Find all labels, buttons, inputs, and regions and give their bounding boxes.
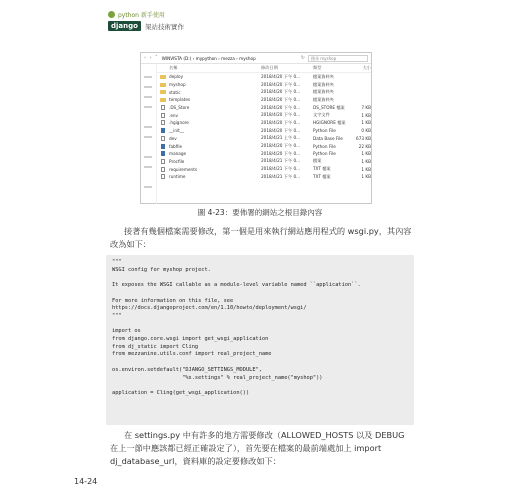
- file-name: dev: [169, 135, 177, 141]
- file-name: static: [169, 89, 181, 95]
- file-size: 673 KB: [356, 135, 371, 141]
- nav-pane-item[interactable]: [144, 106, 152, 108]
- nav-pane-item[interactable]: [144, 136, 152, 138]
- file-date: 2018/4/21 下午 0...: [261, 173, 301, 179]
- series-line: [108, 10, 184, 19]
- file-size: 0 KB: [361, 128, 371, 134]
- file-type: TXT 檔案: [313, 166, 331, 172]
- address-path[interactable]: WINVISTA (D:) › mypython › mezza › myshop: [161, 55, 256, 61]
- column-type[interactable]: 類型: [313, 65, 322, 70]
- nav-pane-item[interactable]: [144, 166, 152, 168]
- file-row[interactable]: [157, 158, 371, 166]
- file-row[interactable]: [157, 81, 371, 89]
- file-name: runtime: [169, 174, 186, 180]
- file-type: HGIGNORE 檔案: [313, 119, 346, 125]
- file-name: requirements: [169, 166, 198, 172]
- file-size: 1 KB: [361, 112, 371, 118]
- file-type: Python File: [313, 151, 336, 157]
- file-date: 2018/4/20 下午 0...: [261, 73, 301, 79]
- file-explorer-figure: [140, 52, 372, 204]
- file-name: __init__: [169, 128, 184, 134]
- nav-arrows-icon[interactable]: ‹ › ˄: [144, 55, 159, 61]
- nav-pane-item[interactable]: [144, 76, 152, 78]
- file-type: 檔案資料夾: [313, 81, 334, 87]
- file-type: 文字文件: [313, 112, 330, 118]
- file-icon: [161, 159, 165, 164]
- file-date: 2018/4/20 下午 0...: [261, 81, 301, 87]
- file-type: 檔案資料夾: [313, 89, 334, 95]
- file-name: fabfile: [169, 143, 183, 149]
- file-icon: [161, 174, 165, 179]
- file-date: 2018/4/21 下午 0...: [261, 158, 301, 164]
- series-text: python 新手使用: [118, 12, 165, 19]
- file-row[interactable]: [157, 142, 371, 150]
- file-row[interactable]: [157, 111, 371, 119]
- file-size: 22 KB: [358, 143, 371, 149]
- code-block: """ WSGI config for myshop project. It exposes the WSGI callable as a module-level variable named ``application``. For more information on this file, see https://docs.djangoproject.com/en/1.10/howto/deployment/wsgi/ """ import os from django.core.wsgi import get_wsgi_application from dj_static import Cling from mezzanine.utils.conf import real_project_name os.environ.setdefault("DJANGO_SETTINGS_MODULE", "%s.settings" % real_project_name("myshop")) application = Cling(get_wsgi_application()): [106, 255, 414, 425]
- file-row[interactable]: [157, 135, 371, 143]
- file-size: 1 KB: [361, 151, 371, 157]
- column-name[interactable]: 名稱: [169, 65, 178, 70]
- file-type: TXT 檔案: [313, 173, 331, 179]
- book-header: [108, 10, 184, 31]
- file-type: 檔案資料夾: [313, 96, 334, 102]
- file-row[interactable]: [157, 88, 371, 96]
- address-bar: [141, 53, 371, 64]
- file-name: myshop: [169, 82, 186, 88]
- file-type: Python File: [313, 128, 336, 134]
- file-name: .hgignore: [169, 120, 189, 126]
- file-icon: [161, 113, 165, 118]
- file-date: 2018/4/20 下午 0...: [261, 112, 301, 118]
- file-size: 1 KB: [361, 174, 371, 180]
- file-name: manage: [169, 151, 187, 157]
- python-file-icon: [161, 144, 165, 149]
- file-size: 1 KB: [361, 158, 371, 164]
- navigation-pane: [141, 64, 157, 204]
- folder-icon: [160, 98, 166, 102]
- nav-pane-item[interactable]: [144, 86, 152, 88]
- file-name: templates: [169, 97, 191, 103]
- python-logo-icon: [108, 11, 115, 18]
- file-type: 檔案資料夾: [313, 73, 334, 79]
- file-date: 2018/4/20 下午 0...: [261, 89, 301, 95]
- file-size: 7 KB: [361, 105, 371, 111]
- nav-pane-item[interactable]: [144, 96, 152, 98]
- folder-icon: [160, 75, 166, 79]
- book-subtitle: 架站技術實作: [144, 22, 184, 31]
- column-headers: [157, 64, 371, 73]
- file-type: 檔案: [313, 158, 322, 164]
- django-logo: django: [108, 21, 141, 31]
- file-row[interactable]: [157, 165, 371, 173]
- file-date: 2018/4/21 下午 0...: [261, 166, 301, 172]
- file-name: .DS_Store: [169, 105, 190, 111]
- file-list: [157, 64, 371, 204]
- file-date: 2018/4/20 下午 0...: [261, 127, 301, 133]
- file-type: Data Base File: [313, 135, 343, 141]
- file-icon: [161, 167, 165, 172]
- file-name: deploy: [169, 74, 184, 80]
- page-number: 14-24: [74, 477, 98, 486]
- file-icon: [161, 120, 165, 125]
- folder-icon: [160, 90, 166, 94]
- file-size: 1 KB: [361, 166, 371, 172]
- nav-pane-item[interactable]: [144, 126, 152, 128]
- file-row[interactable]: [157, 173, 371, 181]
- folder-icon: [160, 83, 166, 87]
- file-type: Python File: [313, 143, 336, 149]
- body-paragraph: 接著有幾個檔案需要修改，第一個是用來執行網站應用程式的 wsgi.py，其內容改為如下：: [110, 226, 412, 249]
- file-row[interactable]: [157, 96, 371, 104]
- file-date: 2018/4/21 上午 0...: [261, 135, 301, 141]
- file-row[interactable]: [157, 150, 371, 158]
- file-name: Procfile: [169, 158, 185, 164]
- file-type: DS_STORE 檔案: [313, 104, 345, 110]
- file-size: 1 KB: [361, 120, 371, 126]
- column-size[interactable]: 大小: [362, 65, 371, 70]
- file-date: 2018/4/20 下午 0...: [261, 143, 301, 149]
- file-row[interactable]: [157, 104, 371, 112]
- book-title-row: [108, 21, 184, 31]
- figure-caption: 圖 4-23：要佈署的網站之根目錄內容: [197, 208, 323, 217]
- file-icon: [161, 105, 165, 110]
- file-row[interactable]: [157, 119, 371, 127]
- column-date[interactable]: 修改日期: [261, 65, 278, 70]
- file-date: 2018/4/20 下午 0...: [261, 150, 301, 156]
- python-file-icon: [161, 128, 165, 133]
- body-paragraph: 在 settings.py 中有許多的地方需要修改（ALLOWED_HOSTS 以及 DEBUG 在上一節中應該都已經正確設定了），首先要在檔案的最前端處加上 import dj_database_url，資料庫的設定要修改如下：: [110, 430, 405, 466]
- file-name: .env: [169, 112, 179, 118]
- python-file-icon: [161, 151, 165, 156]
- nav-pane-item[interactable]: [144, 186, 152, 188]
- file-date: 2018/4/20 下午 0...: [261, 119, 301, 125]
- refresh-icon[interactable]: ↻: [300, 55, 305, 61]
- file-row[interactable]: [157, 127, 371, 135]
- file-date: 2018/4/20 下午 0...: [261, 96, 301, 102]
- file-date: 2018/4/20 下午 0...: [261, 104, 301, 110]
- search-input[interactable]: 搜尋 myshop: [308, 55, 368, 62]
- file-icon: [161, 136, 165, 141]
- file-row[interactable]: [157, 73, 371, 81]
- nav-pane-item[interactable]: [144, 156, 152, 158]
